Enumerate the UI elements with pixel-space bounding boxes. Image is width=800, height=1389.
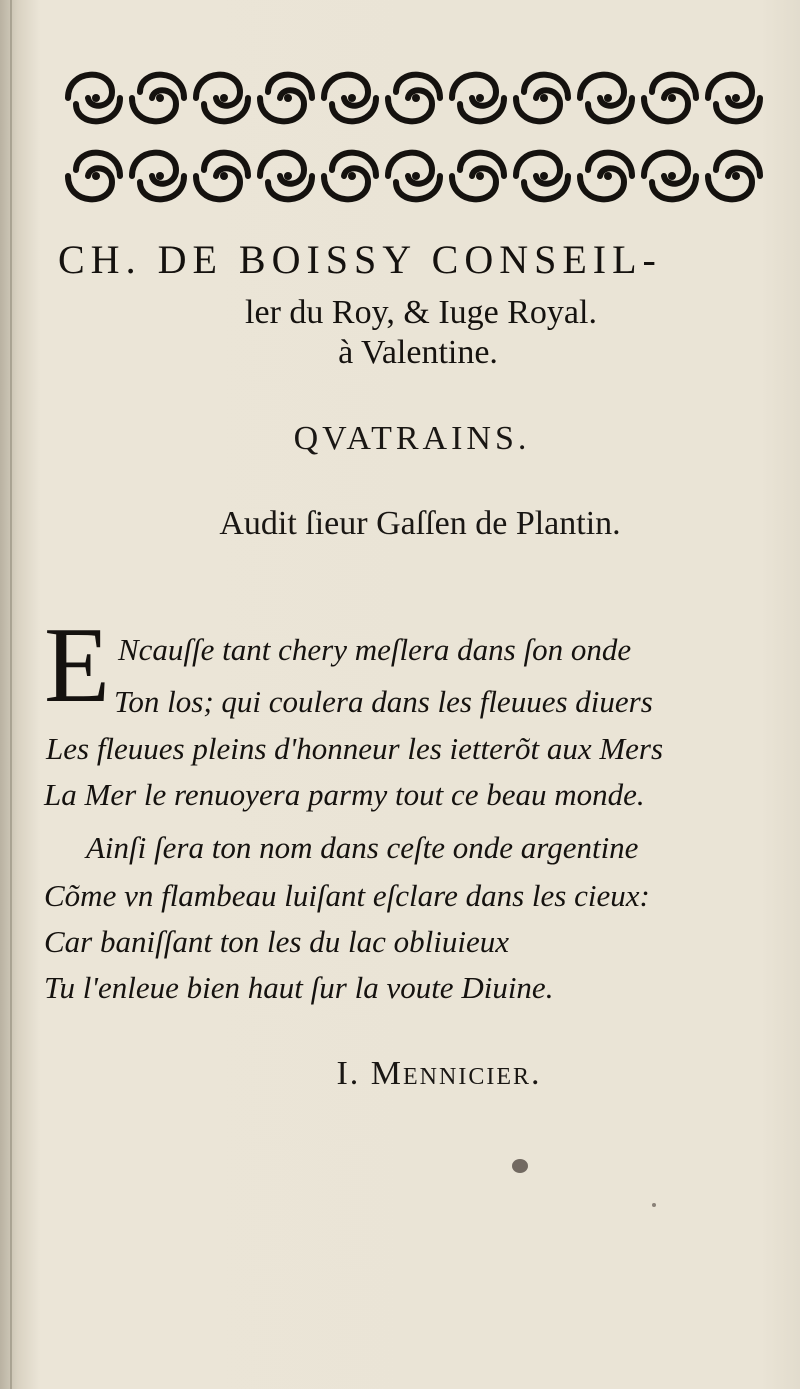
- verse-line-3: Les fleuues pleins d'honneur les ietterõt aux Mers: [46, 731, 664, 766]
- verse-line-4: La Mer le renuoyera parmy tout ce beau monde.: [44, 777, 645, 812]
- ornament-dot: [540, 172, 548, 180]
- ink-speck: [652, 1203, 656, 1207]
- drop-cap: E: [44, 606, 110, 725]
- verse-line-7: Car baniſſant ton les du lac obliuieux: [44, 924, 509, 959]
- verse-line-6: Cõme vn flambeau luiſant eſclare dans les cieux:: [44, 878, 650, 913]
- ornament-dot: [668, 172, 676, 180]
- ornament-dot: [284, 172, 292, 180]
- ornament-dot: [412, 172, 420, 180]
- ornament-dot: [92, 94, 100, 102]
- dedication-line: Audit ſieur Gaſſen de Plantin.: [219, 505, 621, 542]
- author-title-line-1: ler du Roy, & Iuge Royal.: [245, 294, 597, 331]
- verse-line-8: Tu l'enleue bien haut ſur la voute Diuine.: [44, 970, 554, 1005]
- ornament-dot: [732, 172, 740, 180]
- ornament-dot: [668, 94, 676, 102]
- ornament-dot: [348, 94, 356, 102]
- ornament-dot: [156, 94, 164, 102]
- ornament-dot: [284, 94, 292, 102]
- ornament-dot: [92, 172, 100, 180]
- author-title-line-2: à Valentine.: [338, 334, 498, 371]
- verse-line-1: Ncauſſe tant chery meſlera dans ſon onde: [118, 632, 632, 667]
- ornament-dot: [732, 94, 740, 102]
- ornament-dot: [412, 94, 420, 102]
- ornament-dot: [540, 94, 548, 102]
- binding-gutter: [10, 0, 12, 1389]
- verse-line-2: Ton los; qui coulera dans les fleuues diuers: [114, 684, 653, 719]
- ornament-dot: [604, 172, 612, 180]
- ornament-dot: [220, 94, 228, 102]
- verse-line-5: Ainſi ſera ton nom dans ceſte onde argentine: [86, 830, 639, 865]
- ink-blot: [512, 1159, 528, 1173]
- ornament-dot: [220, 172, 228, 180]
- ornament-dot: [604, 94, 612, 102]
- ornament-dot: [476, 94, 484, 102]
- author-heading: CH. DE BOISSY CONSEIL-: [58, 237, 662, 282]
- ornament-dot: [348, 172, 356, 180]
- signature: I. Mennicier.: [336, 1055, 542, 1092]
- ornament-dot: [476, 172, 484, 180]
- ornament-dot: [156, 172, 164, 180]
- section-title: QVATRAINS.: [293, 420, 531, 457]
- ornamental-headpiece: [62, 56, 774, 221]
